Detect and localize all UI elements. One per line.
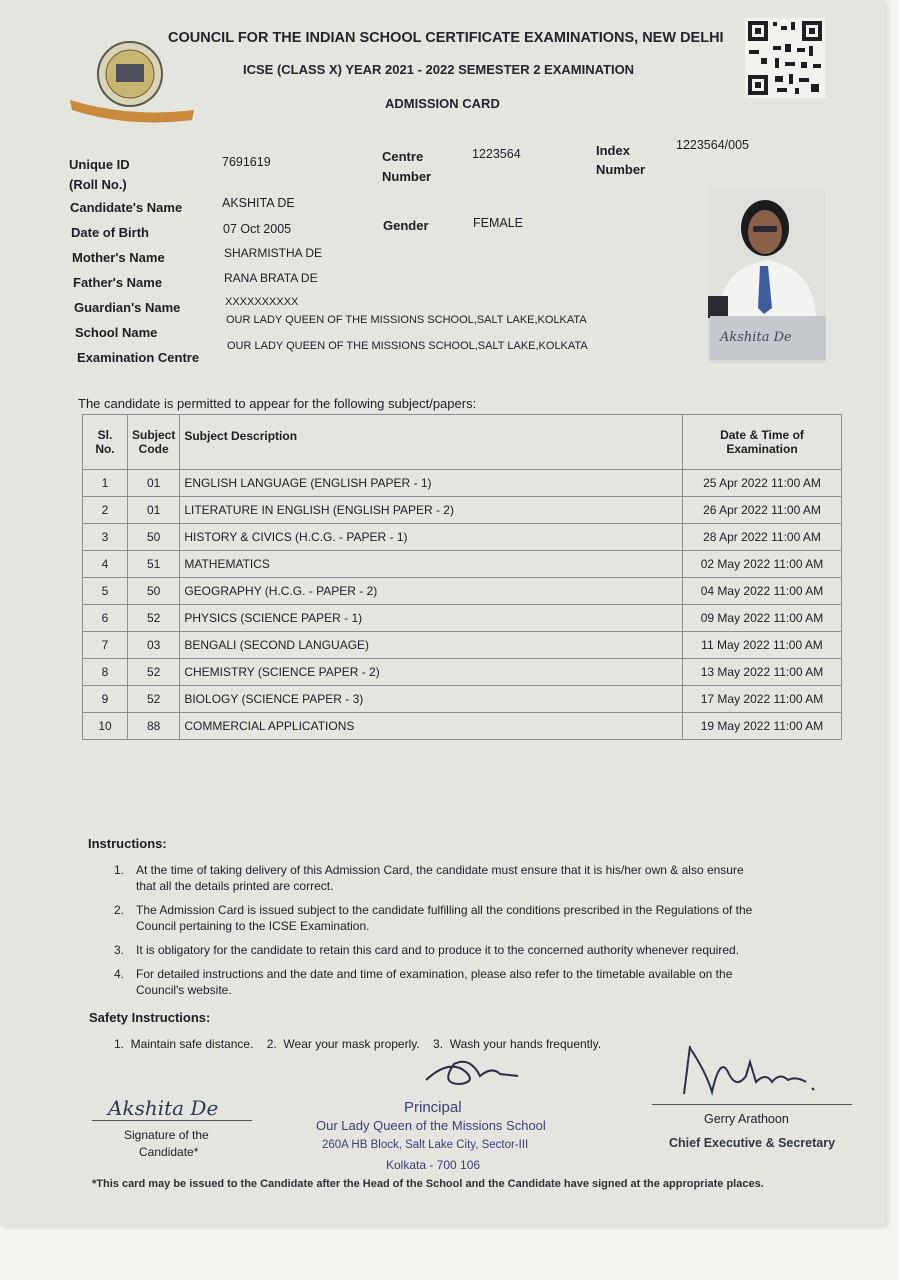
index-number-label: Index xyxy=(596,143,630,158)
subject-description: BENGALI (SECOND LANGUAGE) xyxy=(180,632,683,659)
instruction-line-1: At the time of taking delivery of this Admission Card, the candidate must ensure that it is his/her own & also ensure xyxy=(136,863,744,877)
table-row xyxy=(83,713,842,740)
subject-description: GEOGRAPHY (H.C.G. - PAPER - 2) xyxy=(180,578,683,605)
col-date-line1: Date & Time of xyxy=(720,428,804,442)
subject-code: 01 xyxy=(128,497,180,524)
unique-id-label: Unique ID xyxy=(69,157,130,172)
col-date xyxy=(683,415,842,470)
instruction-line-2: Council pertaining to the ICSE Examination. xyxy=(136,919,370,933)
photo-signature: Akshita De xyxy=(720,330,792,345)
centre-number-value: 1223564 xyxy=(472,147,521,161)
subject-sl: 7 xyxy=(83,632,128,659)
secretary-title: Chief Executive & Secretary xyxy=(669,1136,836,1150)
subject-code: 52 xyxy=(128,686,180,713)
subject-date: 17 May 2022 11:00 AM xyxy=(683,686,842,713)
subject-code: 50 xyxy=(128,524,180,551)
gender-label: Gender xyxy=(383,218,429,233)
subject-date: 02 May 2022 11:00 AM xyxy=(683,551,842,578)
col-code xyxy=(128,415,180,470)
instruction-line-2: Council's website. xyxy=(136,983,232,997)
subject-date: 04 May 2022 11:00 AM xyxy=(683,578,842,605)
subject-code: 50 xyxy=(128,578,180,605)
subject-description: PHYSICS (SCIENCE PAPER - 1) xyxy=(180,605,683,632)
dob-value: 07 Oct 2005 xyxy=(223,222,292,236)
council-title: COUNCIL FOR THE INDIAN SCHOOL CERTIFICATE EXAMINATIONS, NEW DELHI xyxy=(168,30,724,46)
instruction-line-1: The Admission Card is issued subject to the candidate fulfilling all the conditions prescribed in the Regulations of the xyxy=(136,903,753,917)
table-row xyxy=(83,497,842,524)
subject-date: 19 May 2022 11:00 AM xyxy=(683,713,842,740)
guardian-name-label: Guardian's Name xyxy=(74,300,181,315)
table-row xyxy=(83,632,842,659)
instruction-number: 3. xyxy=(114,943,125,957)
instruction-number: 2. xyxy=(114,903,125,917)
instruction-text xyxy=(136,942,739,958)
instruction-text xyxy=(136,966,732,998)
subject-sl: 8 xyxy=(83,659,128,686)
subject-sl: 4 xyxy=(83,551,128,578)
index-number-value: 1223564/005 xyxy=(676,138,749,152)
subject-code: 52 xyxy=(128,605,180,632)
table-row xyxy=(83,551,842,578)
secretary-signature-line xyxy=(652,1104,852,1105)
subject-code: 51 xyxy=(128,551,180,578)
council-logo xyxy=(68,38,198,126)
instruction-number: 4. xyxy=(114,967,125,981)
candidate-signature-label: Signature of the xyxy=(124,1128,209,1142)
table-row xyxy=(83,524,842,551)
table-row xyxy=(83,605,842,632)
subject-description: MATHEMATICS xyxy=(180,551,683,578)
instruction-item xyxy=(114,862,834,894)
instruction-line-1: It is obligatory for the candidate to retain this card and to produce it to the concerned authority whenever required. xyxy=(136,943,740,957)
table-row xyxy=(83,686,842,713)
subject-description: ENGLISH LANGUAGE (ENGLISH PAPER - 1) xyxy=(180,470,683,497)
subjects-intro: The candidate is permitted to appear for the following subject/papers: xyxy=(78,396,477,411)
subject-sl: 3 xyxy=(83,524,128,551)
father-name-label: Father's Name xyxy=(73,275,163,290)
mother-name-value: SHARMISTHA DE xyxy=(224,246,323,260)
school-name-value: OUR LADY QUEEN OF THE MISSIONS SCHOOL,SALT LAKE,KOLKATA xyxy=(226,314,587,326)
subject-description: COMMERCIAL APPLICATIONS xyxy=(180,713,683,740)
school-stamp-line-1: Our Lady Queen of the Missions School xyxy=(316,1118,546,1133)
candidate-name-label: Candidate's Name xyxy=(70,200,183,215)
subject-date: 26 Apr 2022 11:00 AM xyxy=(683,497,842,524)
candidate-signature-label-2: Candidate* xyxy=(139,1145,199,1159)
unique-id-value: 7691619 xyxy=(222,155,271,169)
subjects-header-row xyxy=(83,415,842,470)
instruction-line-2: that all the details printed are correct. xyxy=(136,879,334,893)
qr-code xyxy=(745,18,825,98)
col-sl-line1: Sl. xyxy=(97,428,113,442)
instruction-text xyxy=(136,902,752,934)
instruction-line-1: For detailed instructions and the date and time of examination, please also refer to the timetable available on the xyxy=(136,967,733,981)
centre-number-label-2: Number xyxy=(382,169,432,184)
subjects-body xyxy=(83,470,842,740)
subject-sl: 5 xyxy=(83,578,128,605)
secretary-signature xyxy=(676,1042,824,1100)
instruction-item xyxy=(114,966,834,998)
school-name-label: School Name xyxy=(75,325,158,340)
footnote: *This card may be issued to the Candidate after the Head of the School and the Candidate have signed at the appropriate places. xyxy=(92,1178,764,1190)
guardian-name-value: XXXXXXXXXX xyxy=(225,296,299,308)
col-description: Subject Description xyxy=(180,415,683,470)
photo-signature-strip xyxy=(710,316,826,360)
subjects-table xyxy=(82,414,842,740)
instructions-title: Instructions: xyxy=(88,836,167,851)
candidate-name-value: AKSHITA DE xyxy=(222,196,295,210)
principal-signature xyxy=(420,1054,520,1092)
centre-number-label: Centre xyxy=(382,149,424,164)
subject-sl: 6 xyxy=(83,605,128,632)
father-name-value: RANA BRATA DE xyxy=(224,271,318,285)
col-code-line1: Subject xyxy=(132,428,176,442)
table-row xyxy=(83,470,842,497)
instruction-text xyxy=(136,862,744,894)
subject-date: 13 May 2022 11:00 AM xyxy=(683,659,842,686)
subject-date: 25 Apr 2022 11:00 AM xyxy=(683,470,842,497)
subject-sl: 1 xyxy=(83,470,128,497)
subject-code: 01 xyxy=(128,470,180,497)
roll-no-label: (Roll No.) xyxy=(69,177,127,192)
secretary-name: Gerry Arathoon xyxy=(704,1112,789,1126)
candidate-signature: Akshita De xyxy=(108,1096,219,1120)
subject-description: HISTORY & CIVICS (H.C.G. - PAPER - 1) xyxy=(180,524,683,551)
exam-centre-value: OUR LADY QUEEN OF THE MISSIONS SCHOOL,SALT LAKE,KOLKATA xyxy=(227,340,588,352)
subject-date: 28 Apr 2022 11:00 AM xyxy=(683,524,842,551)
candidate-signature-line xyxy=(92,1120,252,1121)
mother-name-label: Mother's Name xyxy=(72,250,165,265)
instruction-item xyxy=(114,902,834,934)
subject-description: LITERATURE IN ENGLISH (ENGLISH PAPER - 2) xyxy=(180,497,683,524)
candidate-photo xyxy=(708,188,826,363)
subject-code: 52 xyxy=(128,659,180,686)
instruction-number: 1. xyxy=(114,863,125,877)
school-stamp-line-2: 260A HB Block, Salt Lake City, Sector-III xyxy=(322,1139,529,1151)
index-number-label-2: Number xyxy=(596,162,646,177)
instruction-item xyxy=(114,942,834,958)
subject-description: BIOLOGY (SCIENCE PAPER - 3) xyxy=(180,686,683,713)
subject-code: 88 xyxy=(128,713,180,740)
subject-code: 03 xyxy=(128,632,180,659)
table-row xyxy=(83,659,842,686)
col-date-line2: Examination xyxy=(726,442,798,456)
table-row xyxy=(83,578,842,605)
safety-title: Safety Instructions: xyxy=(89,1010,211,1025)
subject-date: 11 May 2022 11:00 AM xyxy=(683,632,842,659)
subject-sl: 10 xyxy=(83,713,128,740)
safety-text: 1. Maintain safe distance. 2. Wear your mask properly. 3. Wash your hands frequently. xyxy=(114,1037,602,1051)
exam-centre-label: Examination Centre xyxy=(77,350,200,365)
dob-label: Date of Birth xyxy=(71,225,149,240)
subject-sl: 2 xyxy=(83,497,128,524)
principal-title: Principal xyxy=(404,1099,462,1116)
subject-date: 09 May 2022 11:00 AM xyxy=(683,605,842,632)
school-stamp-line-3: Kolkata - 700 106 xyxy=(386,1158,481,1172)
subject-sl: 9 xyxy=(83,686,128,713)
card-title: ADMISSION CARD xyxy=(385,96,500,111)
col-sl-line2: No. xyxy=(95,442,115,456)
subject-description: CHEMISTRY (SCIENCE PAPER - 2) xyxy=(180,659,683,686)
col-sl xyxy=(83,415,128,470)
gender-value: FEMALE xyxy=(473,216,524,230)
col-code-line2: Code xyxy=(138,442,169,456)
instructions-list xyxy=(114,862,834,1006)
exam-title: ICSE (CLASS X) YEAR 2021 - 2022 SEMESTER 2 EXAMINATION xyxy=(243,62,635,77)
